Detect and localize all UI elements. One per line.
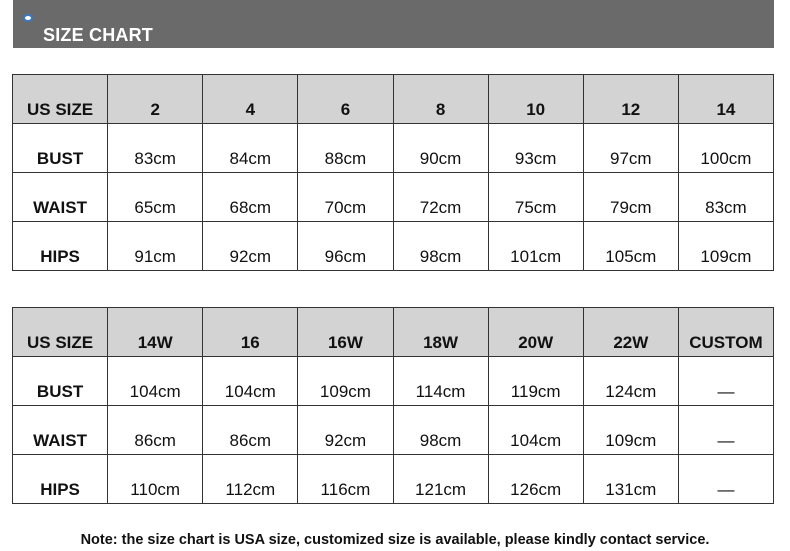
footer-note: Note: the size chart is USA size, customized size is available, please kindly contact service. [80,532,710,548]
table-cell: 105cm [583,222,678,271]
size-table-plus [12,307,774,504]
table-cell: 112cm [203,455,298,504]
table-cell: 88cm [298,124,393,173]
header-cell: 18W [393,308,488,357]
table-cell: 119cm [488,357,583,406]
header-bar [13,0,774,48]
table-cell: 101cm [488,222,583,271]
table-row [13,222,774,271]
header-cell: US SIZE [13,308,108,357]
table-cell: 79cm [583,173,678,222]
row-label: HIPS [13,222,108,271]
table-cell: 104cm [108,357,203,406]
table-row [13,124,774,173]
table-cell: 92cm [298,406,393,455]
table-cell: 110cm [108,455,203,504]
header-cell: 10 [488,75,583,124]
table-cell: 70cm [298,173,393,222]
header-cell: 14 [678,75,773,124]
table-cell: 72cm [393,173,488,222]
table-cell: 98cm [393,222,488,271]
table-cell: 65cm [108,173,203,222]
row-label: BUST [13,357,108,406]
table-cell: 114cm [393,357,488,406]
row-label: HIPS [13,455,108,504]
table-header-row [13,75,774,124]
table-cell: — [678,406,773,455]
table-cell: 75cm [488,173,583,222]
table-cell: 100cm [678,124,773,173]
table-cell: 116cm [298,455,393,504]
table-cell: 86cm [108,406,203,455]
table-cell: 109cm [298,357,393,406]
table-cell: 96cm [298,222,393,271]
header-cell: 4 [203,75,298,124]
table-header-row [13,308,774,357]
table-cell: — [678,357,773,406]
header-cell: 22W [583,308,678,357]
header-cell: 8 [393,75,488,124]
header-cell: 16W [298,308,393,357]
row-label: WAIST [13,173,108,222]
header-cell: 16 [203,308,298,357]
header-cell: 12 [583,75,678,124]
table-cell: 68cm [203,173,298,222]
table-cell: 97cm [583,124,678,173]
table-cell: 131cm [583,455,678,504]
table-cell: 90cm [393,124,488,173]
table-row [13,173,774,222]
table-cell: 109cm [678,222,773,271]
bullet-icon [23,14,33,22]
header-cell: 14W [108,308,203,357]
row-label: BUST [13,124,108,173]
row-label: WAIST [13,406,108,455]
header-cell: 2 [108,75,203,124]
table-cell: 83cm [108,124,203,173]
table-cell: 93cm [488,124,583,173]
header-cell: 20W [488,308,583,357]
table-cell: 104cm [203,357,298,406]
page-title: SIZE CHART [43,25,153,45]
header-cell: 6 [298,75,393,124]
table-cell: 126cm [488,455,583,504]
table-cell: 98cm [393,406,488,455]
table-cell: 84cm [203,124,298,173]
table-cell: 121cm [393,455,488,504]
header-cell: CUSTOM [678,308,773,357]
table-cell: 109cm [583,406,678,455]
header-cell: US SIZE [13,75,108,124]
table-row [13,455,774,504]
size-table-standard [12,74,774,271]
table-cell: 91cm [108,222,203,271]
table-cell: — [678,455,773,504]
table-row [13,357,774,406]
table-cell: 104cm [488,406,583,455]
table-cell: 124cm [583,357,678,406]
table-row [13,406,774,455]
table-cell: 92cm [203,222,298,271]
table-cell: 86cm [203,406,298,455]
table-cell: 83cm [678,173,773,222]
